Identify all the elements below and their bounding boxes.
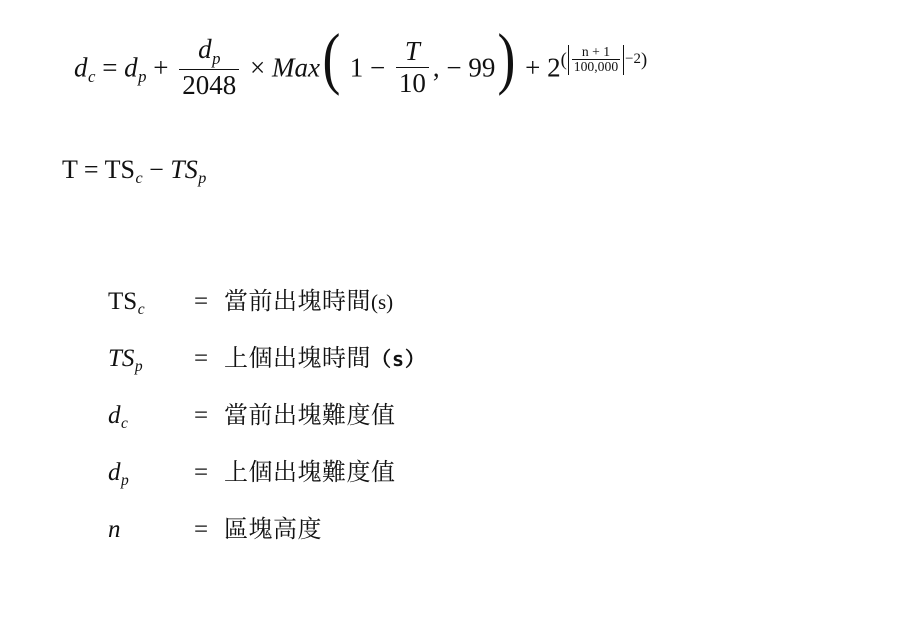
legend-equals: = <box>194 345 209 372</box>
max-arg-comma: , <box>432 52 440 83</box>
legend-description: 上個出塊時間 <box>224 344 371 372</box>
fraction-numerator-subscript: p <box>212 48 221 68</box>
legend-unit: （s） <box>371 347 427 371</box>
fraction-numerator-variable: d <box>198 34 212 65</box>
legend-symbol-prefix: d <box>108 402 121 429</box>
main-eq-equals: = <box>102 52 118 83</box>
legend-symbol-prefix: n <box>108 516 121 543</box>
legend-symbol-prefix: TS <box>108 288 138 315</box>
main-eq-plus-1: + <box>153 52 169 83</box>
max-function-label: Max <box>272 52 320 83</box>
exponent-paren-close: ) <box>640 49 648 71</box>
legend-symbol-prefix: TS <box>108 345 135 372</box>
main-eq-exponent-group <box>561 45 648 75</box>
legend-description: 當前出塊難度值 <box>224 401 396 429</box>
t-eq-tsc-subscript: c <box>135 170 143 188</box>
exponent-fraction <box>572 45 620 75</box>
main-eq-term1-subscript: p <box>138 66 147 86</box>
legend-symbol <box>108 402 194 433</box>
t-equation <box>62 155 206 188</box>
legend-unit: (s) <box>371 290 394 314</box>
legend-equals: = <box>194 459 209 486</box>
exponent-minus-two: −2 <box>625 51 641 68</box>
fraction-t-over-10 <box>396 37 429 98</box>
main-eq-power-base: 2 <box>547 52 561 83</box>
legend-description: 區塊高度 <box>224 515 322 543</box>
legend-description: 當前出塊時間 <box>224 287 371 315</box>
legend-item <box>108 452 426 509</box>
exponent-fraction-denominator: 100,000 <box>573 59 619 75</box>
legend-symbol <box>108 288 194 319</box>
legend-item <box>108 281 426 338</box>
legend-symbol <box>108 345 194 376</box>
legend-item <box>108 509 426 566</box>
t-eq-tsp-subscript: p <box>198 170 207 188</box>
legend-symbol-subscript: p <box>134 357 143 375</box>
t-eq-minus: − <box>149 155 164 184</box>
exponent-paren-open: ( <box>560 49 567 71</box>
legend-symbol-subscript <box>121 529 122 546</box>
legend-symbol-subscript: c <box>137 300 145 318</box>
legend-description: 上個出塊難度值 <box>224 458 396 486</box>
t-eq-tsc-prefix: TS <box>104 155 135 184</box>
t-fraction-denominator: 10 <box>396 67 429 98</box>
legend-symbol-subscript: c <box>121 414 128 432</box>
main-eq-times-operator: × <box>250 52 266 83</box>
t-eq-lhs: T <box>62 155 78 184</box>
legend-symbol <box>108 516 194 547</box>
main-eq-plus-2: + <box>525 52 541 83</box>
legend-item <box>108 395 426 452</box>
legend-symbol-subscript: p <box>121 471 129 489</box>
legend-equals: = <box>194 516 209 543</box>
legend-list <box>108 281 426 566</box>
fraction-denominator: 2048 <box>179 69 239 100</box>
max-arg-minus: − <box>369 52 386 83</box>
max-arg-one: 1 <box>349 52 364 83</box>
main-eq-lhs-variable: d <box>74 52 88 83</box>
main-equation: $d_c = d_p$ + $\frac{d_p}{2048}$ × Max( 1 − $\frac{T}{10}$ , − 99) + 2( $\frac{n + 1}{100,000}$ −2) <box>74 19 648 100</box>
fraction-numerator <box>179 35 239 68</box>
main-eq-term1-variable: d <box>124 52 138 83</box>
main-eq-lhs-subscript: c <box>88 66 96 86</box>
legend-item <box>108 338 426 395</box>
legend-symbol-prefix: d <box>108 459 121 486</box>
legend-equals: = <box>194 288 209 315</box>
main-eq-fraction-dp-over-2048 <box>179 35 239 100</box>
t-eq-tsp-prefix: TS <box>170 155 198 184</box>
exponent-fraction-numerator: n + 1 <box>581 43 611 59</box>
t-eq-equals: = <box>83 155 99 184</box>
t-fraction-numerator: T <box>404 35 420 66</box>
legend-symbol <box>108 459 194 490</box>
exponent-absolute-value <box>568 45 624 75</box>
max-arg-neg99: − 99 <box>446 52 496 83</box>
legend-equals: = <box>194 402 209 429</box>
